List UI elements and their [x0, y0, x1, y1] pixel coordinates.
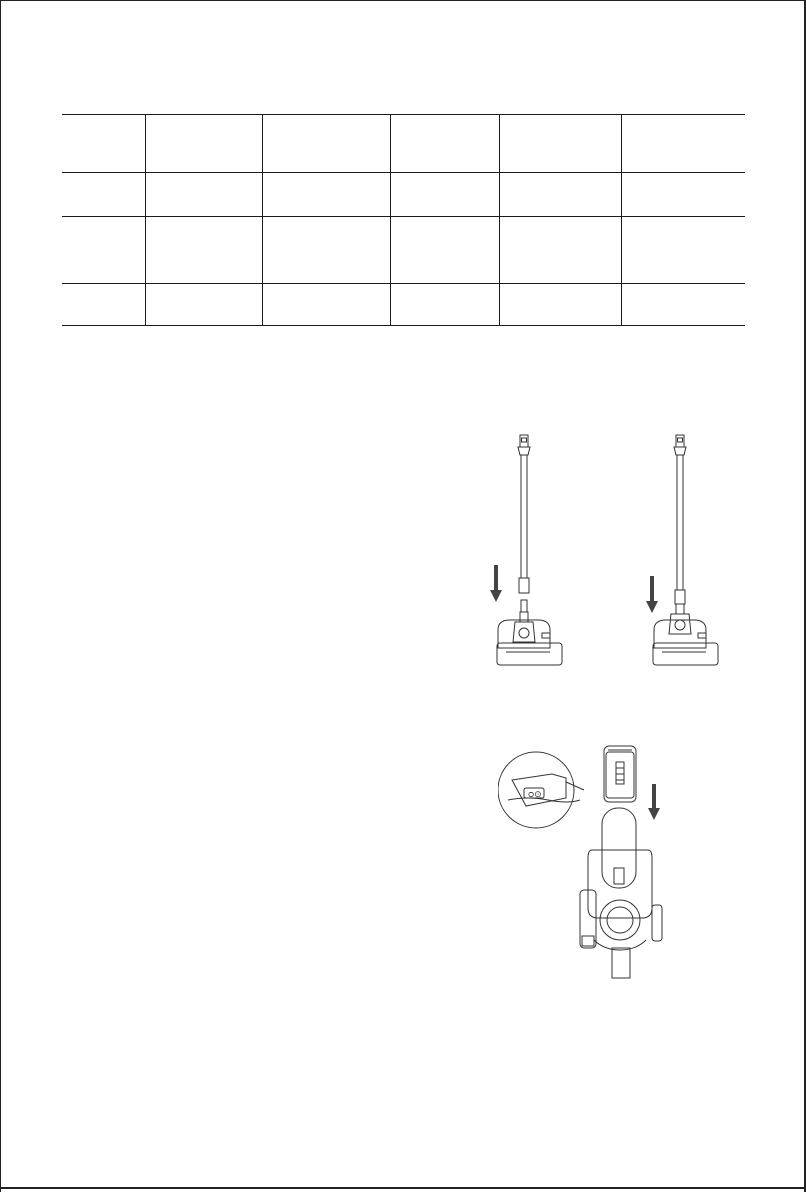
table-cell — [621, 217, 745, 284]
table-cell — [145, 284, 262, 326]
table-cell — [62, 115, 145, 173]
down-arrow-icon — [490, 565, 502, 602]
page-border-left — [0, 0, 1, 1192]
table-cell — [262, 217, 390, 284]
table-cell — [262, 115, 390, 173]
table-cell — [390, 217, 499, 284]
table-cell — [499, 217, 621, 284]
page-border-bottom — [0, 1187, 806, 1189]
spec-table — [62, 114, 745, 326]
wand-assembly-illustration-icon — [480, 430, 740, 675]
table-cell — [621, 115, 745, 173]
table-cell — [145, 115, 262, 173]
battery-insertion-illustration-icon — [498, 740, 688, 985]
table-cell — [499, 173, 621, 217]
table-cell — [499, 284, 621, 326]
table-cell — [145, 173, 262, 217]
table-cell — [62, 284, 145, 326]
table-row — [62, 115, 745, 173]
table-row — [62, 217, 745, 284]
table-cell — [390, 173, 499, 217]
table-row — [62, 173, 745, 217]
down-arrow-icon — [646, 576, 658, 613]
table-cell — [621, 284, 745, 326]
table-row — [62, 284, 745, 326]
table-cell — [262, 173, 390, 217]
wand-assembly-figure — [480, 430, 740, 675]
page-border-top — [0, 0, 806, 1]
table-cell — [390, 284, 499, 326]
battery-insert-figure — [498, 740, 688, 985]
table-cell — [262, 284, 390, 326]
table-cell — [145, 217, 262, 284]
table-cell — [390, 115, 499, 173]
table-cell — [621, 173, 745, 217]
table-cell — [62, 173, 145, 217]
down-arrow-icon — [648, 784, 660, 820]
inset-label: ᴑ⊙ — [528, 790, 542, 800]
table-cell — [62, 217, 145, 284]
table-cell — [499, 115, 621, 173]
